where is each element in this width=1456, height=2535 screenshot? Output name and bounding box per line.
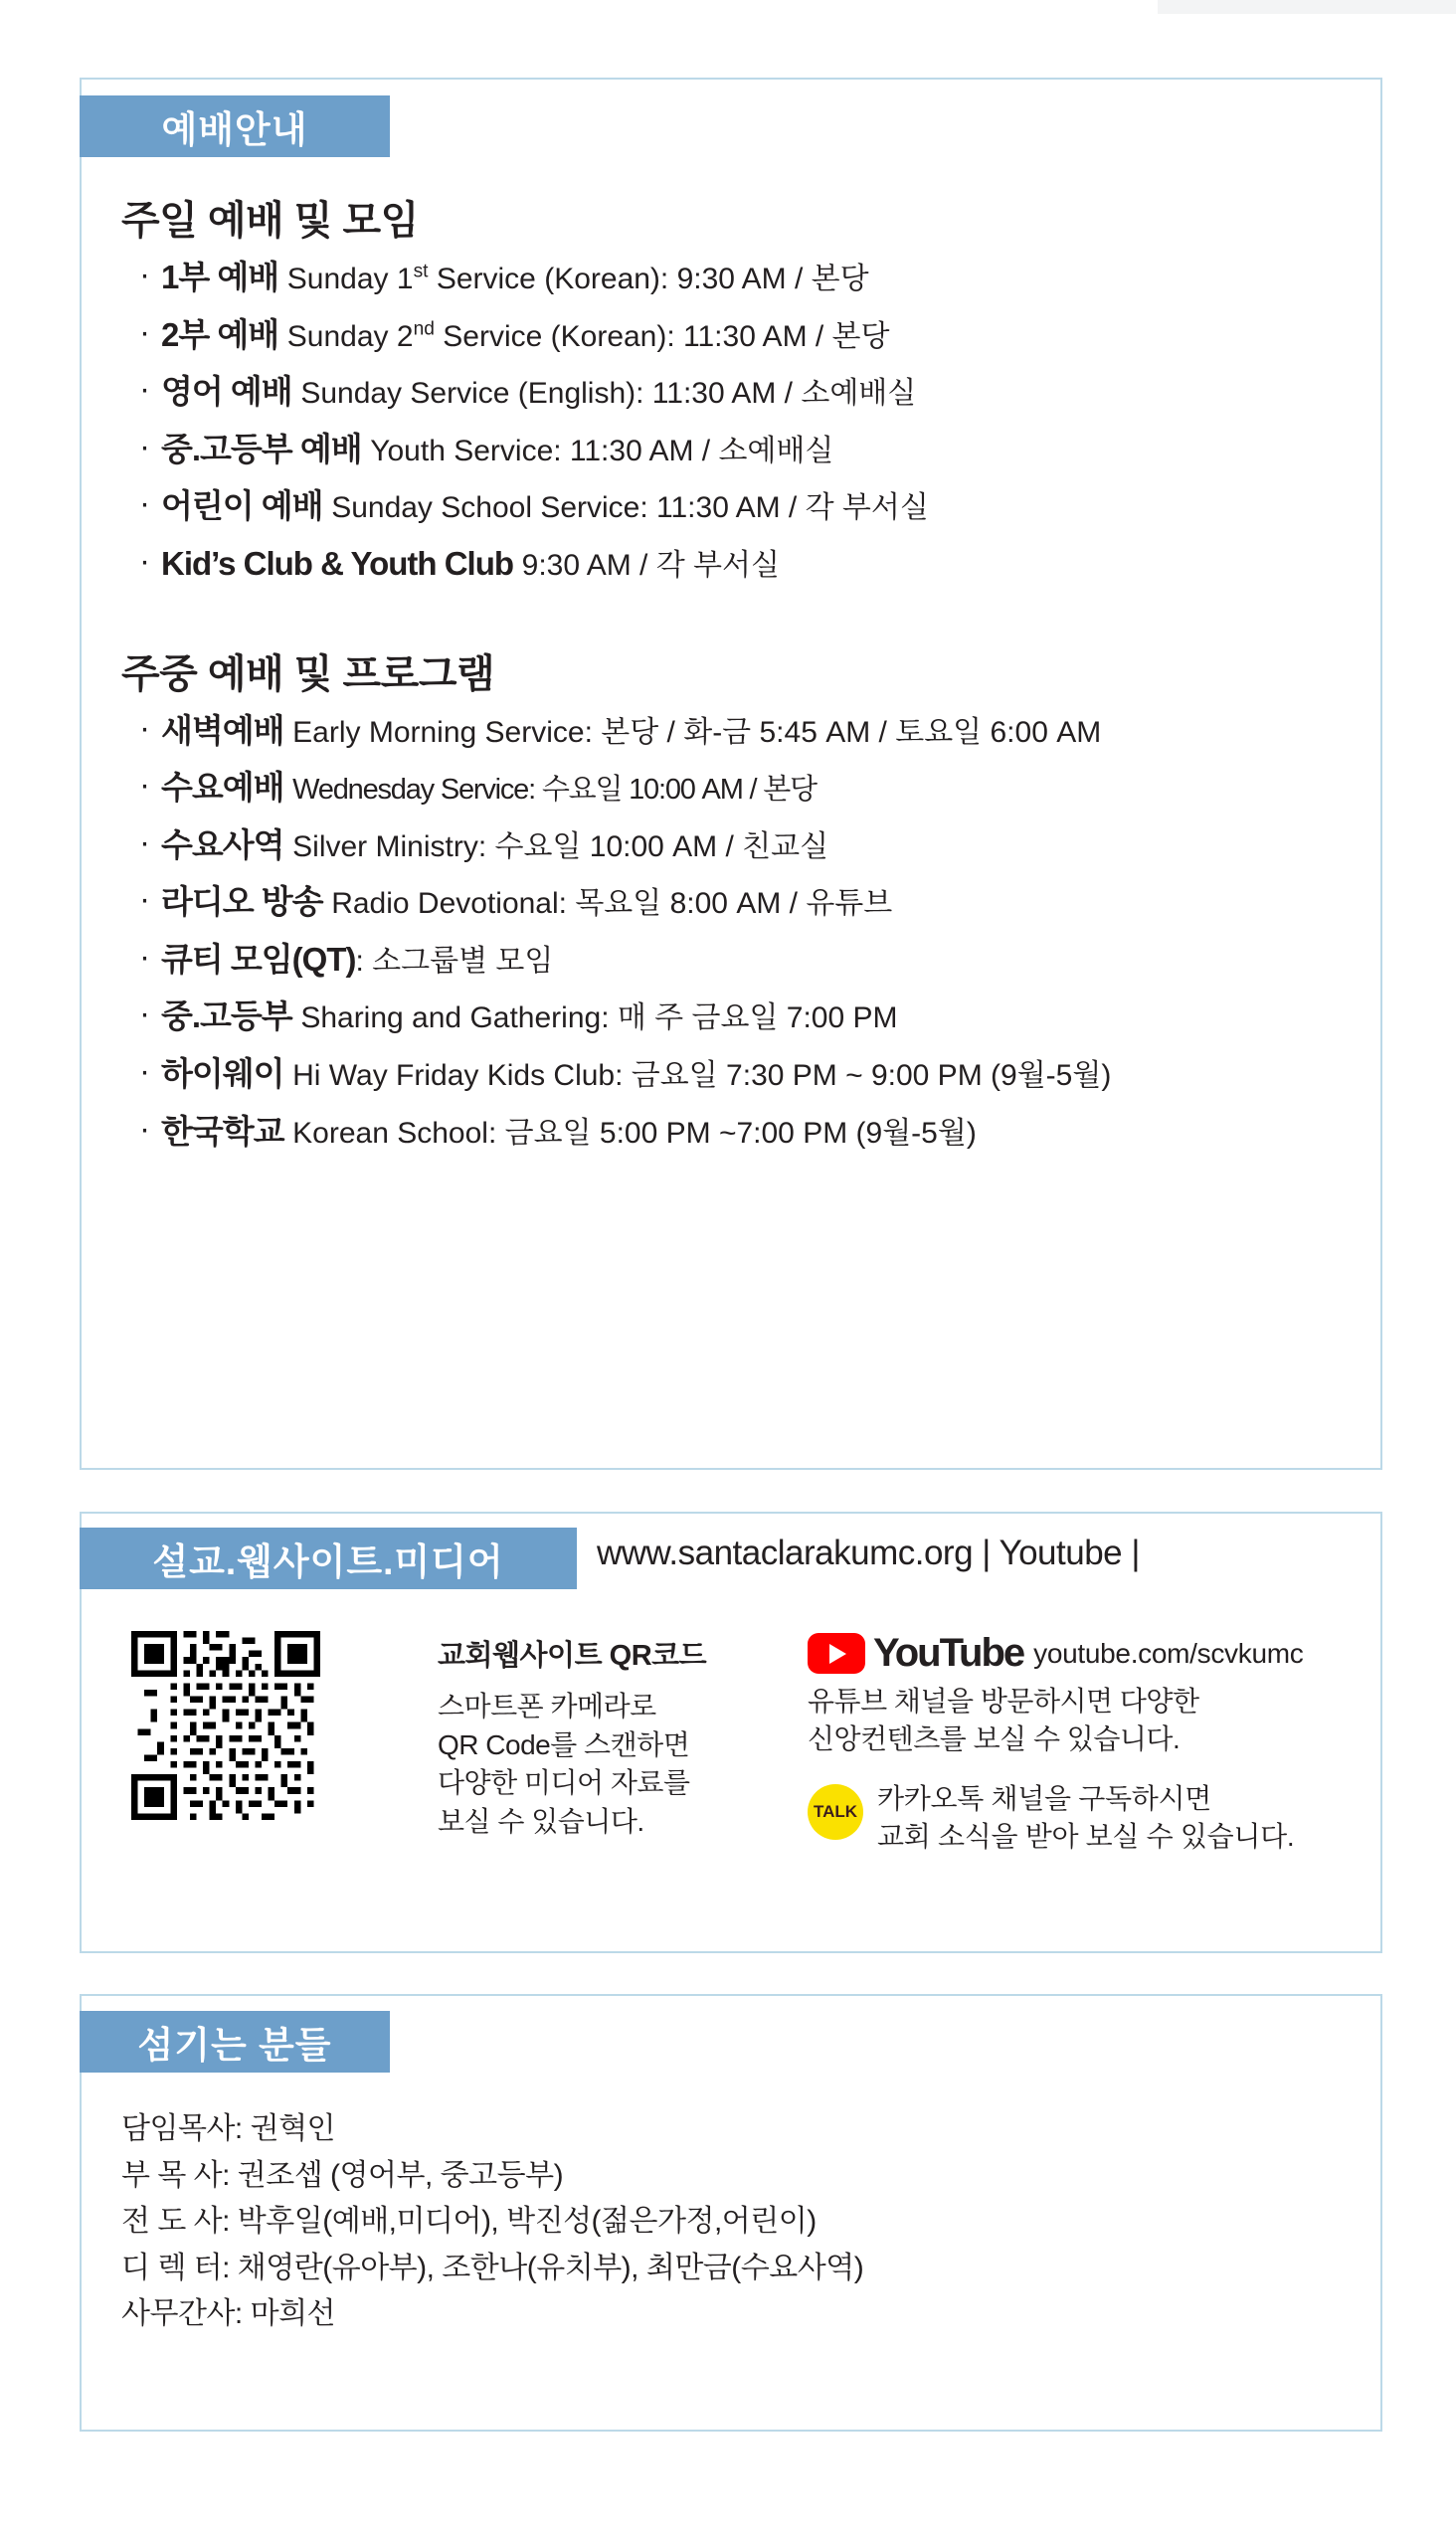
youtube-desc-line: 신앙컨텐츠를 보실 수 있습니다.	[808, 1722, 1181, 1754]
media-section-tab: 설교.웹사이트.미디어	[80, 1528, 577, 1589]
qr-code-icon	[131, 1631, 320, 1820]
item-korean-label: 중.고등부 예배	[161, 430, 362, 467]
item-english-label: Sunday School Service: 11:30 AM / 각 부서실	[331, 491, 929, 525]
item-english-label: 9:30 AM / 각 부서실	[521, 548, 780, 582]
youtube-play-icon	[808, 1633, 865, 1674]
list-item	[121, 315, 1365, 356]
qr-desc-line: QR Code를 스캔하면	[438, 1728, 690, 1760]
youtube-url[interactable]: youtube.com/scvkumc	[1033, 1637, 1304, 1669]
youtube-description	[808, 1683, 1325, 1757]
item-english-label: Korean School: 금요일 5:00 PM ~7:00 PM (9월-5월)	[292, 1116, 977, 1150]
item-english-label: Radio Devotional: 목요일 8:00 AM / 유튜브	[331, 887, 893, 921]
kakao-desc-line: 카카오톡 채널을 구독하시면	[877, 1783, 1211, 1814]
worship-section-tab: 예배안내	[80, 95, 390, 157]
website-qr-code[interactable]	[131, 1631, 320, 1820]
staff-line: 사무간사: 마희선	[121, 2297, 336, 2330]
qr-desc-line: 다양한 미디어 자료를	[438, 1767, 690, 1799]
item-english-label: Youth Service: 11:30 AM / 소예배실	[370, 434, 834, 467]
item-korean-label: 수요사역	[161, 825, 284, 863]
item-korean-label: 2부 예배	[161, 315, 279, 353]
qr-desc-line: 스마트폰 카메라로	[438, 1691, 656, 1721]
list-item	[121, 882, 1365, 923]
qr-description-block	[438, 1633, 776, 1842]
staff-line: 디 렉 터: 채영란(유아부), 조한나(유치부), 최만금(수요사역)	[121, 2251, 864, 2284]
qr-title: 교회웹사이트 QR코드	[438, 1640, 707, 1672]
qr-description	[438, 1688, 776, 1842]
item-english-label: Sharing and Gathering: 매 주 금요일 7:00 PM	[300, 1001, 898, 1035]
list-item	[121, 544, 1365, 585]
sunday-worship-title: 주일 예배 및 모임	[121, 199, 419, 243]
worship-content	[121, 189, 1365, 1169]
youtube-wordmark: YouTube	[873, 1631, 1024, 1675]
item-english-label: Hi Way Friday Kids Club: 금요일 7:30 PM ~ 9:00 PM (9월-5월)	[292, 1058, 1112, 1092]
staff-line: 부 목 사: 권조셉 (영어부, 중고등부)	[121, 2158, 564, 2192]
kakao-description	[877, 1780, 1294, 1855]
kakao-desc-line: 교회 소식을 받아 보실 수 있습니다.	[877, 1820, 1295, 1852]
list-item	[121, 1054, 1365, 1095]
youtube-logo	[808, 1631, 1023, 1676]
item-english-label: Silver Ministry: 수요일 10:00 AM / 친교실	[292, 829, 829, 863]
item-korean-label: 어린이 예배	[161, 487, 323, 525]
staff-list	[121, 2106, 863, 2338]
website-url-text[interactable]: www.santaclarakumc.org | Youtube |	[597, 1534, 1140, 1572]
list-item	[121, 430, 1365, 470]
youtube-link-row[interactable]	[808, 1631, 1325, 1676]
list-item	[121, 258, 1365, 298]
top-strip-decoration	[1158, 0, 1456, 14]
item-english-label: Service (Korean): 11:30 AM / 본당	[434, 319, 890, 353]
item-korean-label: 수요예배	[161, 769, 284, 807]
item-english-label: Wednesday Service: 수요일 10:00 AM / 본당	[292, 774, 817, 807]
item-english-label: Early Morning Service: 본당 / 화-금 5:45 AM / 토요일 6:00 AM	[292, 715, 1102, 749]
list-item	[121, 996, 1365, 1037]
list-item	[121, 1112, 1365, 1153]
qr-desc-line: 보실 수 있습니다.	[438, 1805, 644, 1837]
kakaotalk-icon: TALK	[808, 1784, 863, 1840]
youtube-desc-line: 유튜브 채널을 방문하시면 다양한	[808, 1686, 1199, 1717]
item-korean-label: 영어 예배	[161, 373, 292, 411]
item-english-label: Sunday Service (English): 11:30 AM / 소예배실	[300, 377, 917, 411]
item-english-label: : 소그룹별 모임	[355, 944, 554, 978]
sunday-worship-list	[121, 258, 1365, 585]
item-korean-label: 중.고등부	[161, 997, 292, 1035]
staff-line: 담임목사: 권혁인	[121, 2112, 336, 2145]
list-item	[121, 825, 1365, 866]
item-korean-label: 1부 예배	[161, 259, 279, 295]
item-korean-label: 한국학교	[161, 1112, 284, 1150]
list-item	[121, 486, 1365, 527]
staff-line: 전 도 사: 박후일(예배,미디어), 박진성(젊은가정,어린이)	[121, 2205, 817, 2238]
item-korean-label: 하이웨이	[161, 1054, 284, 1092]
item-korean-label: 라디오 방송	[161, 883, 323, 921]
item-ordinal-sup: st	[413, 261, 429, 282]
weekday-worship-title: 주중 예배 및 프로그램	[121, 651, 495, 696]
item-english-label: Service (Korean): 9:30 AM / 본당	[428, 263, 869, 295]
item-korean-label: 새벽예배	[161, 711, 284, 749]
item-english-pre: Sunday 1	[286, 263, 414, 295]
list-item	[121, 768, 1365, 808]
staff-section-tab: 섬기는 분들	[80, 2011, 390, 2073]
item-korean-label: Kid’s Club & Youth Club	[161, 544, 514, 582]
kakao-channel-row[interactable]	[808, 1780, 1325, 1855]
list-item	[121, 372, 1365, 413]
item-english-pre: Sunday 2	[286, 319, 414, 353]
item-ordinal-sup: nd	[413, 318, 435, 340]
item-korean-label: 큐티 모임(QT)	[161, 940, 356, 978]
list-item	[121, 711, 1365, 752]
list-item	[121, 940, 1365, 981]
weekday-worship-list	[121, 711, 1365, 1153]
